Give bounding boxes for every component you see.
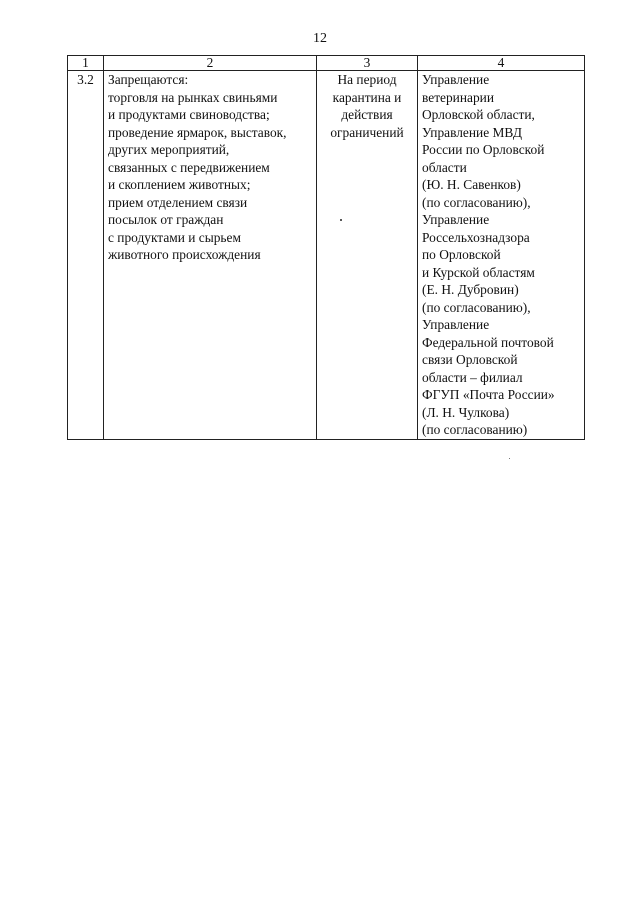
measures-table <box>67 55 585 440</box>
row-number: 3.2 <box>68 71 104 440</box>
column-header: 1 <box>68 56 104 71</box>
table-row <box>68 71 585 440</box>
table-header-row <box>68 56 585 71</box>
scan-speck <box>509 458 510 459</box>
scan-speck <box>340 219 342 221</box>
responsible-text: Управление ветеринарии Орловской области, Управление МВД России по Орловской области (Ю. Н. Савенков) (по согласованию), Управление Россельхознадзора по Орловской и Курской областям (Е. Н. Дубровин) (по согласованию), Управление Федеральной почтовой связи Орловской области – филиал ФГУП «Почта России» (Л. Н. Чулкова) (по согласованию) <box>418 71 585 440</box>
column-header: 3 <box>317 56 418 71</box>
column-header: 2 <box>104 56 317 71</box>
column-header: 4 <box>418 56 585 71</box>
period-text: На период карантина и действия ограничений <box>317 71 418 440</box>
measure-text: Запрещаются: торговля на рынках свиньями и продуктами свиноводства; проведение ярмарок, выставок, других мероприятий, связанных с передвижением и скоплением животных; прием отделением связи посылок от граждан с продуктами и сырьем животного происхождения <box>104 71 317 440</box>
page-number: 12 <box>313 31 327 46</box>
